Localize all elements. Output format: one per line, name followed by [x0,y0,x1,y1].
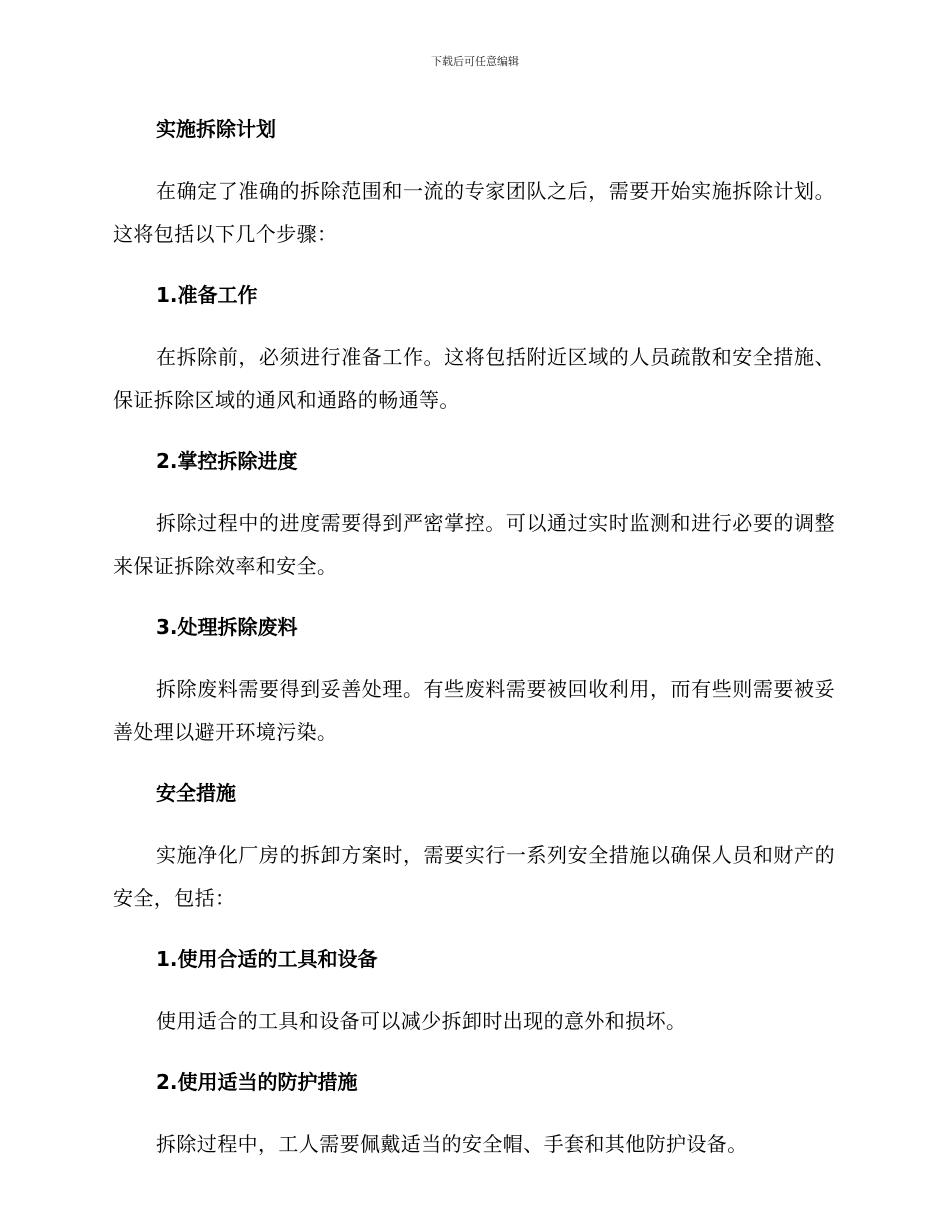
paragraph-plan-intro: 在确定了准确的拆除范围和一流的专家团队之后，需要开始实施拆除计划。这将包括以下几个步骤： [113,179,835,246]
paragraph-waste-handling: 拆除废料需要得到妥善处理。有些废料需要被回收利用，而有些则需要被妥善处理以避开环境污染。 [113,677,835,744]
paragraph-tools: 使用适合的工具和设备可以减少拆卸时出现的意外和损坏。 [156,1009,687,1033]
page-header-note: 下载后可任意编辑 [431,55,519,68]
section-heading-demolition-plan: 实施拆除计划 [156,117,276,141]
measure-heading-tools: 1.使用合适的工具和设备 [156,947,378,971]
paragraph-safety-intro: 实施净化厂房的拆卸方案时，需要实行一系列安全措施以确保人员和财产的安全，包括： [113,843,835,910]
measure-heading-protection: 2.使用适当的防护措施 [156,1070,358,1094]
step-heading-preparation: 1.准备工作 [156,283,258,307]
paragraph-preparation: 在拆除前，必须进行准备工作。这将包括附近区域的人员疏散和安全措施、保证拆除区域的通风和通路的畅通等。 [113,345,835,412]
step-heading-waste-handling: 3.处理拆除废料 [156,615,298,639]
step-heading-progress-control: 2.掌控拆除进度 [156,449,298,473]
paragraph-protection: 拆除过程中，工人需要佩戴适当的安全帽、手套和其他防护设备。 [156,1132,748,1156]
document-body [113,112,835,1188]
paragraph-progress-control: 拆除过程中的进度需要得到严密掌控。可以通过实时监测和进行必要的调整来保证拆除效率和安全。 [113,511,835,578]
section-heading-safety-measures: 安全措施 [156,781,236,805]
